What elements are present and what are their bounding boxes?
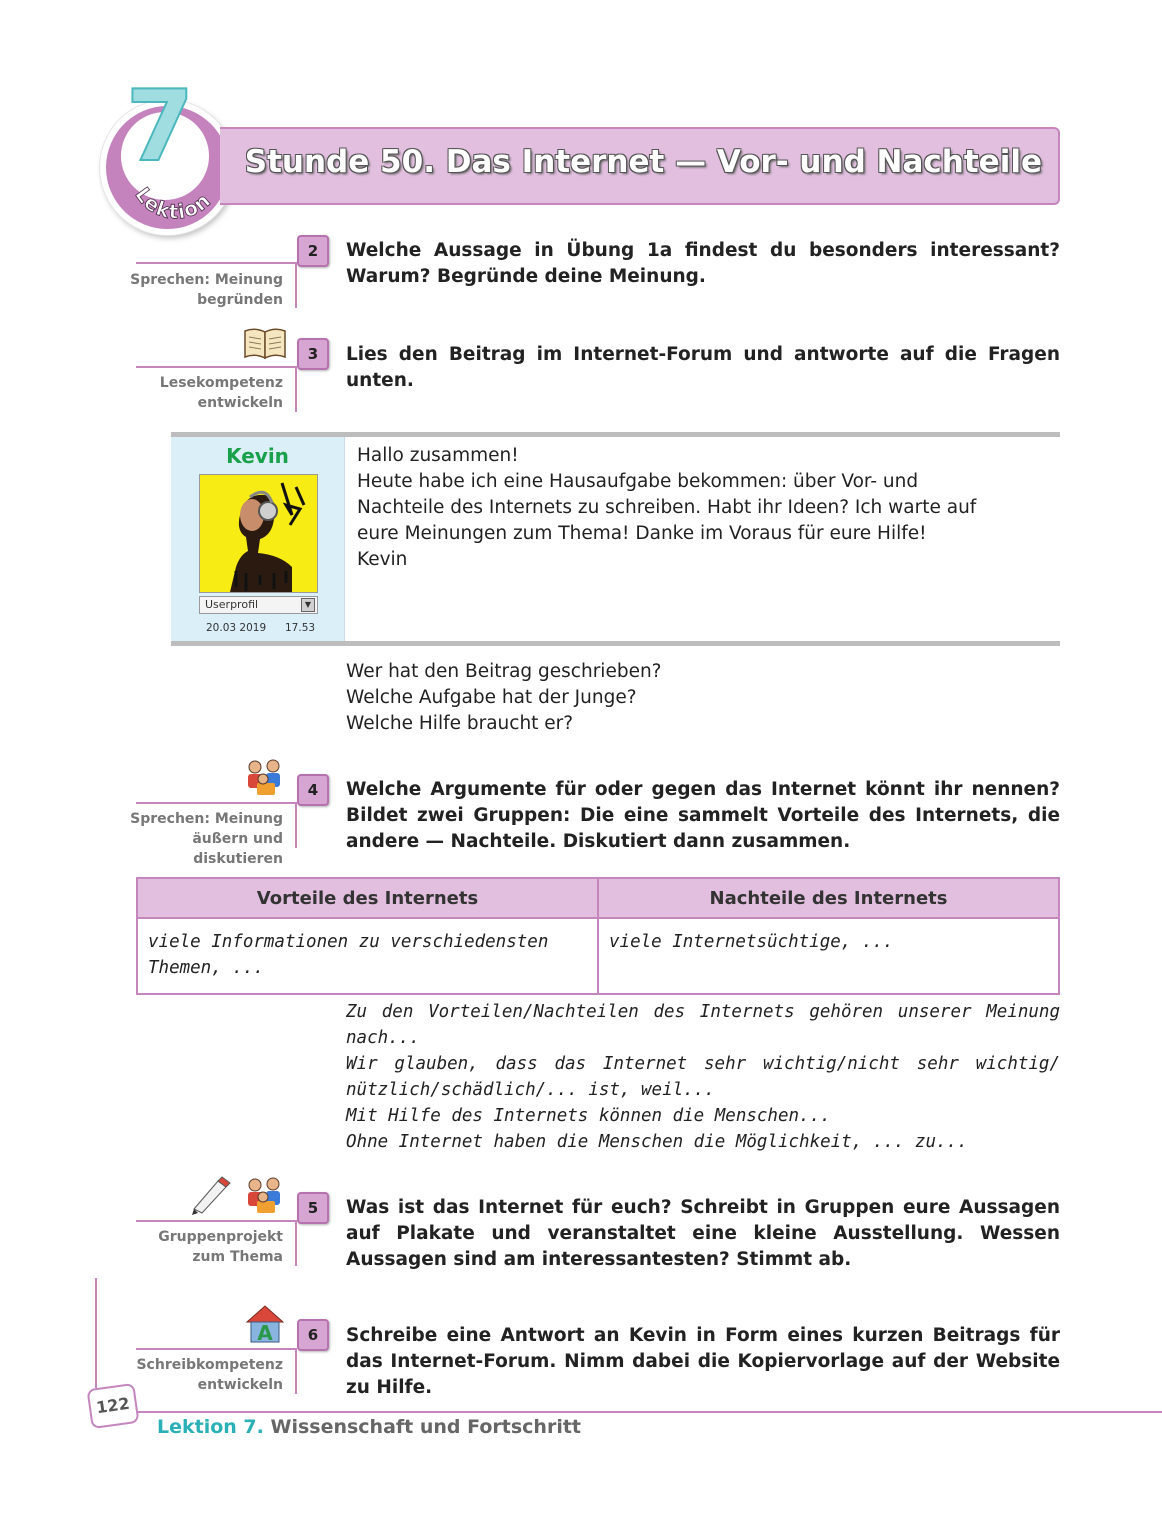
footer-line xyxy=(136,1411,1162,1413)
divider xyxy=(295,262,297,308)
exercise-text: Schreibe eine Antwort an Kevin in Form eines kurzen Beitrags für das Internet-Forum. Nimm dabei die Kopiervorlage auf der Website zu Hilfe. xyxy=(346,1325,1060,1398)
footer-title xyxy=(157,1416,581,1438)
exercise-text: Welche Argumente für oder gegen das Internet könnt ihr nennen? Bildet zwei Gruppen: Die eine sammelt Vorteile des Internets, die andere — Nachteile. Diskutiert dann zusammen. xyxy=(346,779,1060,852)
pros-cons-table xyxy=(136,877,1060,995)
table-row xyxy=(137,918,1059,994)
exercise-number: 5 xyxy=(297,1192,329,1224)
lesson-word xyxy=(100,100,235,235)
group-people-icon xyxy=(243,757,287,797)
divider xyxy=(136,262,296,264)
page-title: Stunde 50. Das Internet — Vor- und Nachteile xyxy=(244,144,1042,180)
post-line: Nachteile des Internets zu schreiben. Habt ihr Ideen? Ich warte auf xyxy=(357,497,977,518)
group-people-icon xyxy=(243,1175,287,1215)
page-number: 122 xyxy=(86,1383,139,1429)
divider xyxy=(136,802,296,804)
question: Welche Aufgabe hat der Junge? xyxy=(346,687,637,708)
forum-border-bottom xyxy=(171,641,1060,646)
svg-text:Lektion: Lektion xyxy=(130,182,216,224)
exercise-number: 4 xyxy=(297,774,329,806)
house-letter-icon xyxy=(243,1302,287,1344)
exercise-number: 6 xyxy=(297,1319,329,1351)
chevron-down-icon[interactable]: ▼ xyxy=(301,598,315,612)
divider xyxy=(295,366,297,412)
footer-lesson-label: Lektion 7. xyxy=(157,1416,264,1438)
post-line: Kevin xyxy=(357,549,408,570)
divider xyxy=(295,802,297,848)
question: Wer hat den Beitrag geschrieben? xyxy=(346,661,662,682)
post-time: 17.53 xyxy=(285,622,316,634)
exercise-skill-label: Lesekompetenz entwickeln xyxy=(159,375,283,411)
open-book-icon xyxy=(243,325,287,361)
exercise-number: 3 xyxy=(297,338,329,370)
post-line: Heute habe ich eine Hausaufgabe bekommen: über Vor- und xyxy=(357,471,919,492)
table-header: Nachteile des Internets xyxy=(598,878,1059,918)
exercise-number: 2 xyxy=(297,235,329,267)
exercise-skill-label: Sprechen: Meinung äußern und diskutieren xyxy=(130,811,283,867)
phrase: Wir glauben, dass das Internet sehr wichtig/nicht sehr wichtig/ nützlich/schädlich/... ist, weil... xyxy=(346,1054,1060,1100)
exercise-text: Was ist das Internet für euch? Schreibt in Gruppen eure Aussagen auf Plakate und veranstaltet eine kleine Ausstellung. Wessen Aussagen sind am interessantesten? Stimmt ab. xyxy=(346,1197,1060,1270)
divider xyxy=(136,1348,296,1350)
post-line: eure Meinungen zum Thema! Danke im Voraus für eure Hilfe! xyxy=(357,523,927,544)
phrase-list xyxy=(346,999,1060,1155)
user-avatar[interactable] xyxy=(199,474,318,593)
table-cell: viele Informationen zu verschiedensten Themen, ... xyxy=(137,918,598,994)
table-header: Vorteile des Internets xyxy=(137,878,598,918)
divider xyxy=(295,1348,297,1394)
question: Welche Hilfe braucht er? xyxy=(346,713,574,734)
exercise-skill-label: Sprechen: Meinung begründen xyxy=(130,272,283,308)
post-line: Hallo zusammen! xyxy=(357,445,519,466)
phrase: Mit Hilfe des Internets können die Menschen... xyxy=(346,1106,831,1126)
divider xyxy=(295,1220,297,1266)
phrase: Zu den Vorteilen/Nachteilen des Internets gehören unserer Meinung nach... xyxy=(346,1002,1060,1048)
forum-username[interactable]: Kevin xyxy=(226,444,289,468)
userprofile-dropdown[interactable] xyxy=(199,596,318,614)
margin-line xyxy=(95,1278,97,1388)
forum-post-body xyxy=(357,443,1047,573)
post-date: 20.03 2019 xyxy=(206,622,267,634)
svg-text:A: A xyxy=(257,1321,273,1344)
exercise-skill-label: Gruppenprojekt zum Thema xyxy=(158,1229,283,1265)
exercise-text: Lies den Beitrag im Internet-Forum und antworte auf die Fragen unten. xyxy=(346,344,1060,391)
userprofile-label: Userprofil xyxy=(205,598,259,611)
pencil-icon xyxy=(188,1175,232,1215)
lesson-number: 7 xyxy=(125,70,195,184)
phrase: Ohne Internet haben die Menschen die Möglichkeit, ... zu... xyxy=(346,1132,968,1152)
exercise-skill-label: Schreibkompetenz entwickeln xyxy=(136,1357,283,1393)
exercise-text: Welche Aussage in Übung 1a findest du besonders interessant? Warum? Begründe deine Meinung. xyxy=(346,240,1060,287)
table-header-row xyxy=(137,878,1059,918)
question-list xyxy=(346,659,1060,737)
divider xyxy=(136,366,296,368)
avatar-image xyxy=(200,475,317,592)
table-cell: viele Internetsüchtige, ... xyxy=(598,918,1059,994)
divider xyxy=(136,1220,296,1222)
footer-lesson-title: Wissenschaft und Fortschritt xyxy=(270,1416,581,1438)
